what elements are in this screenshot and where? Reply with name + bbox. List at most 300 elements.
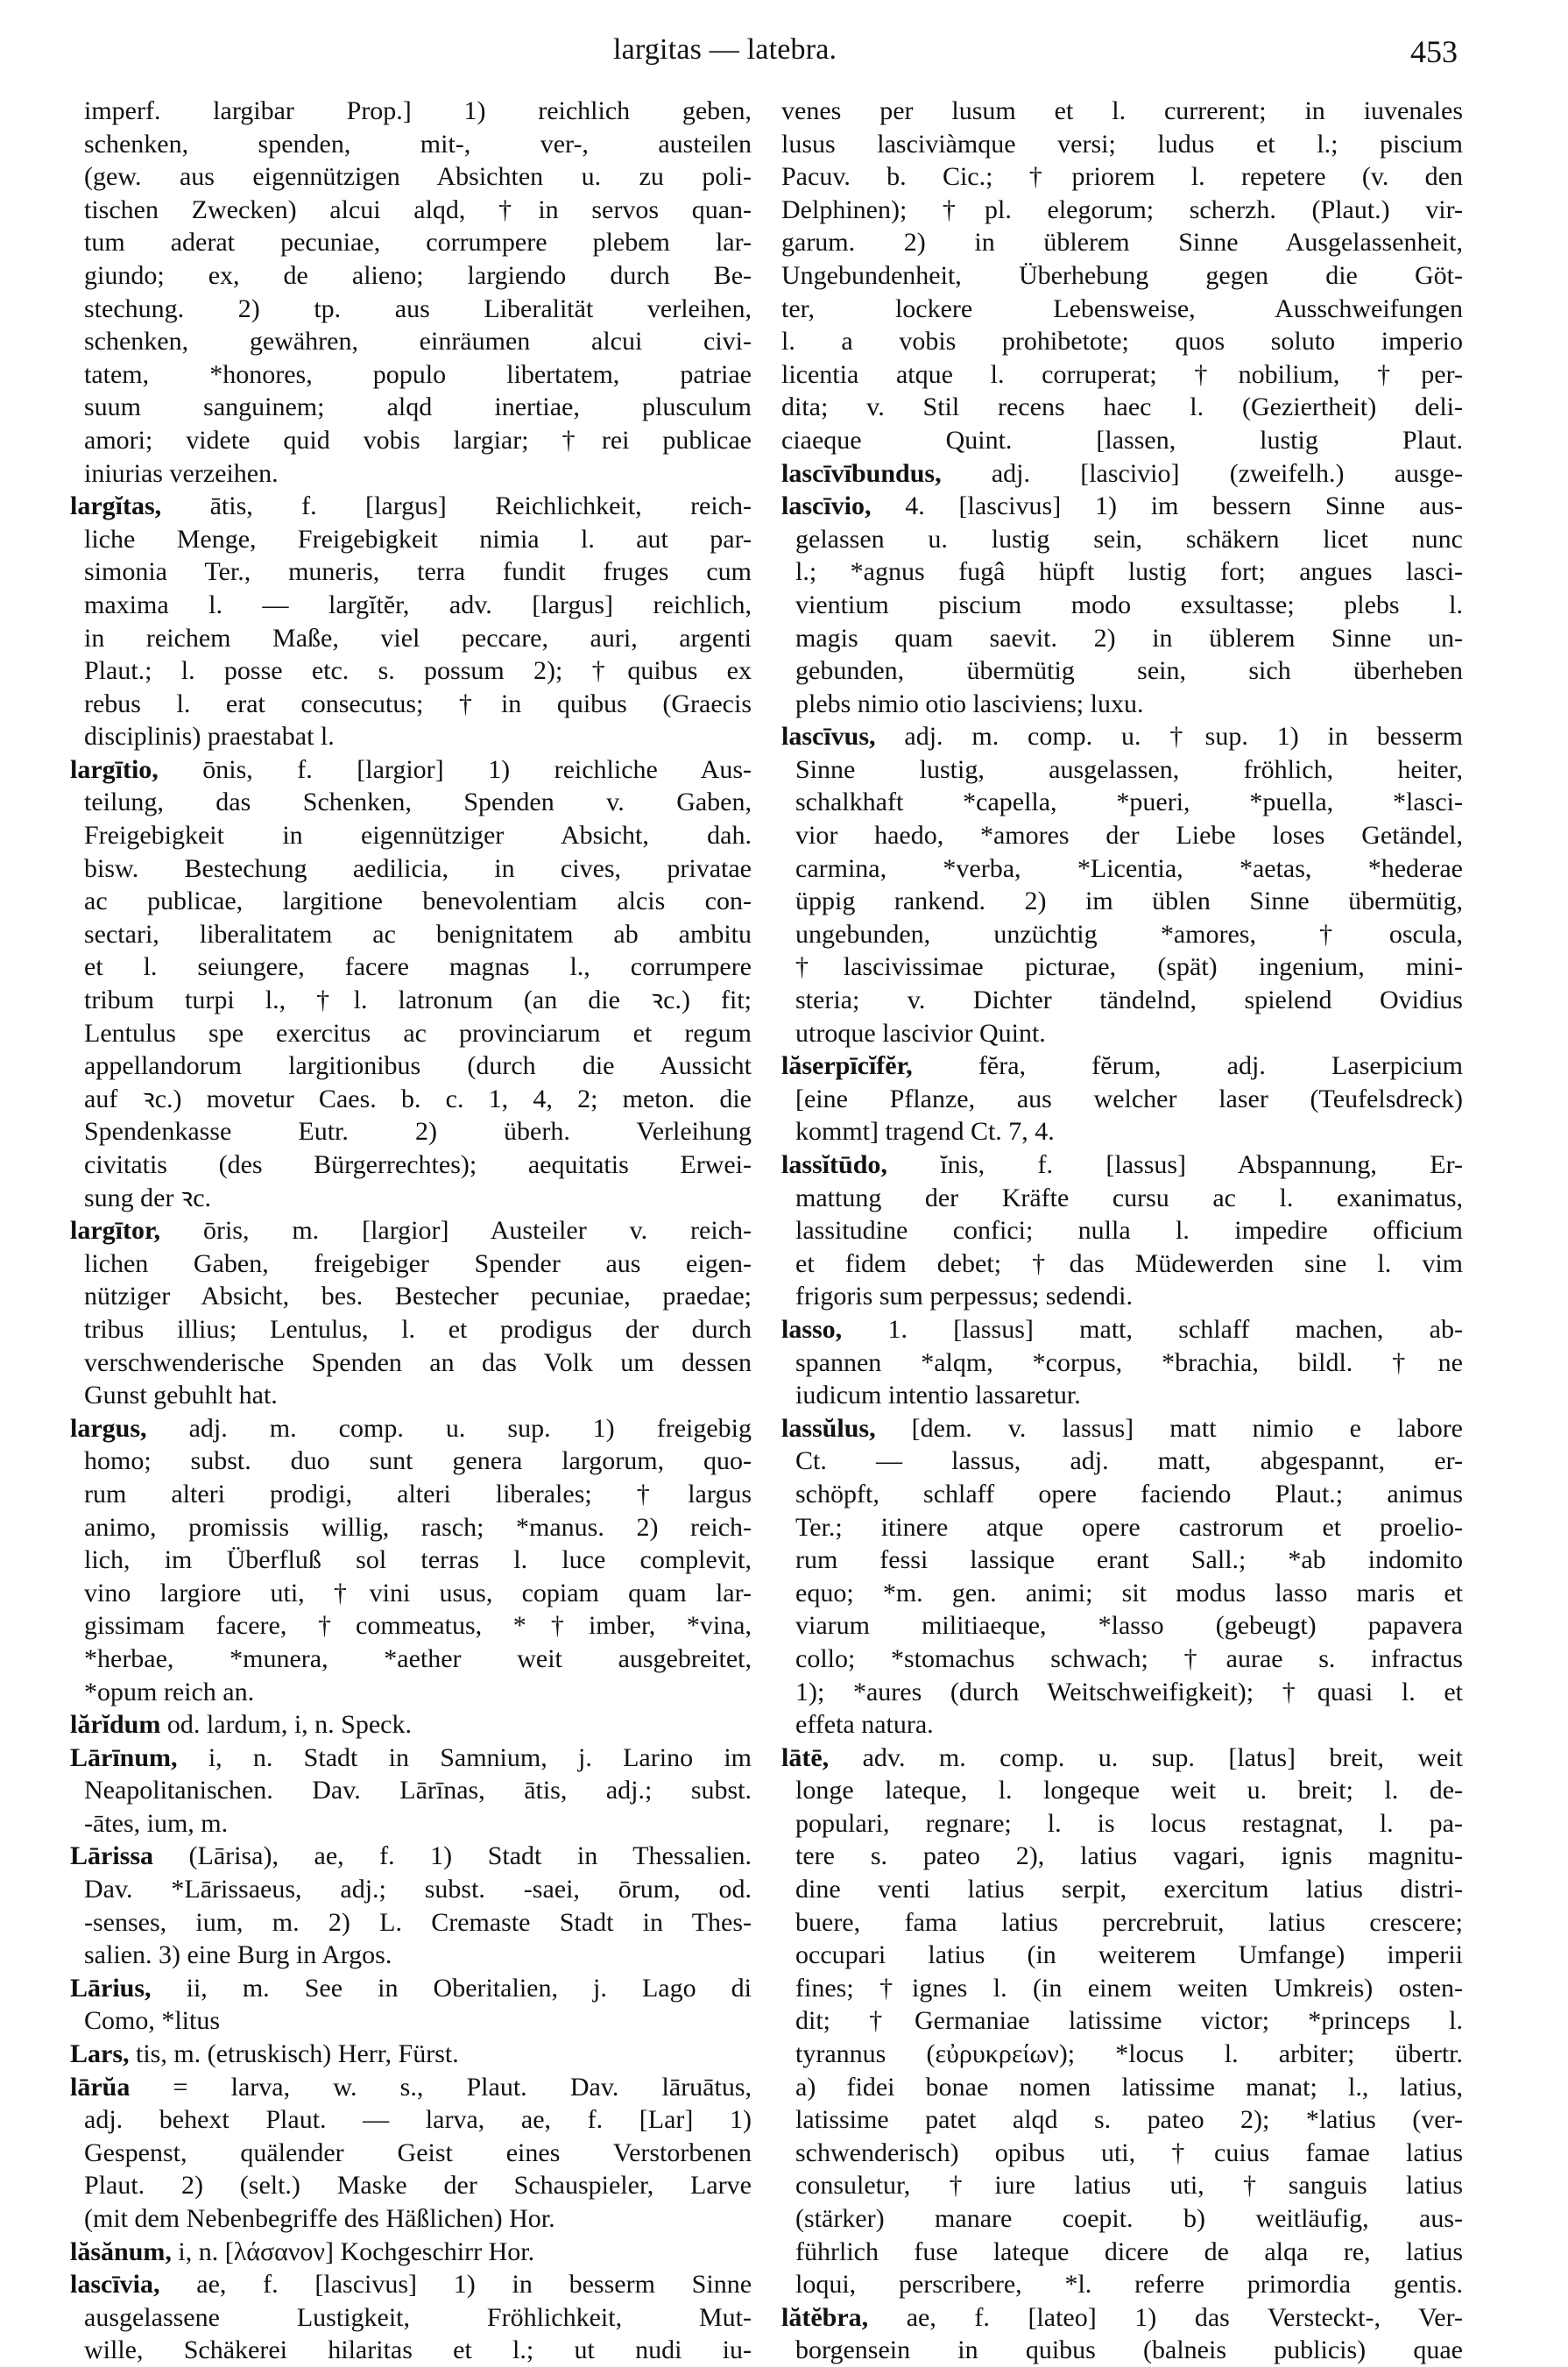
text-line xyxy=(70,1544,752,1577)
dictionary-entry-line xyxy=(70,490,752,523)
dictionary-entry-line xyxy=(70,2268,752,2301)
line-text: Ungebundenheit, Überhebung gegen die Göt- xyxy=(781,260,1463,290)
line-text: steria; v. Dichter tändelnd, spielend Ovidius xyxy=(795,986,1463,1015)
line-text: Ct. — lassus, adj. matt, abgespannt, er- xyxy=(795,1446,1463,1476)
line-text: †lascivissimae picturae, (spät) ingenium, mini- xyxy=(795,952,1463,982)
text-line xyxy=(70,589,752,622)
line-text: salien. 3) eine Burg in Argos. xyxy=(84,1940,392,1970)
line-text: effeta natura. xyxy=(795,1710,934,1740)
text-line xyxy=(781,2236,1463,2269)
text-line xyxy=(70,1676,752,1709)
line-text: tum aderat pecuniae, corrumpere plebem lar- xyxy=(84,228,752,258)
line-text: et l. seiungere, facere magnas l., corrumpere xyxy=(84,952,752,982)
text-line xyxy=(70,523,752,556)
text-line xyxy=(70,1049,752,1083)
text-line xyxy=(781,1214,1463,1247)
text-line xyxy=(781,1182,1463,1215)
line-text: Dav. *Lārissaeus, adj.; subst. -saei, ōrum, od. xyxy=(84,1875,752,1904)
line-text: 4. [lascivus] 1) im bessern Sinne aus- xyxy=(905,491,1463,521)
line-text: Delphinen); †pl. elegorum; scherzh. (Plaut.) vir- xyxy=(781,194,1463,224)
text-line xyxy=(781,391,1463,424)
dictionary-entry-line xyxy=(70,2038,752,2071)
line-text: i, n. Stadt in Samnium, j. Larino im xyxy=(208,1742,752,1772)
text-line xyxy=(781,1577,1463,1610)
line-text: stechung. 2) tp. aus Liberalität verleihen, xyxy=(84,293,752,323)
headword: lascīvus, xyxy=(781,722,876,752)
text-line xyxy=(70,555,752,589)
text-line xyxy=(70,1115,752,1148)
headword: lăserpīcĭfĕr, xyxy=(781,1051,913,1081)
line-text: schenken, spenden, mit-, ver-, austeilen xyxy=(84,129,752,159)
line-text: 1); *aures (durch Weitschweifigkeit); †quasi l. et xyxy=(795,1677,1463,1706)
line-text: ciaeque Quint. [lassen, lustig Plaut. xyxy=(781,425,1463,455)
line-text: lusus lasciviàmque versi; ludus et l.; piscium xyxy=(781,129,1463,159)
dictionary-entry-line xyxy=(781,1313,1463,1346)
line-text: *opum reich an. xyxy=(84,1677,255,1706)
text-line xyxy=(70,1906,752,1940)
dictionary-entry-line xyxy=(781,457,1463,491)
text-line xyxy=(70,1313,752,1346)
dictionary-entry-line xyxy=(781,1742,1463,1775)
line-text: occupari latius (in weiterem Umfange) imperii xyxy=(795,1940,1463,1970)
text-line xyxy=(781,1906,1463,1940)
line-text: dit; †Germaniae latissime victor; *princeps l. xyxy=(795,2006,1463,2036)
text-line xyxy=(70,786,752,819)
line-text: lich, im Überfluß sol terras l. luce complevit, xyxy=(84,1545,752,1575)
line-text: consuletur, †iure latius uti, †sanguis latius xyxy=(795,2171,1463,2201)
line-text: ausgelassene Lustigkeit, Fröhlichkeit, Mut- xyxy=(84,2302,752,2332)
text-line xyxy=(781,950,1463,984)
text-line xyxy=(781,2071,1463,2104)
line-text: iniurias verzeihen. xyxy=(84,458,279,488)
line-text: = larva, w. s., Plaut. Dav. lāruātus, xyxy=(173,2072,752,2102)
text-line xyxy=(781,852,1463,886)
line-text: Como, *litus xyxy=(84,2006,221,2036)
text-line xyxy=(781,1379,1463,1412)
text-line xyxy=(781,589,1463,622)
line-text: frigoris sum perpessus; sedendi. xyxy=(795,1282,1133,1311)
text-line xyxy=(70,1182,752,1215)
line-text: vientium piscium modo exsultasse; plebs l. xyxy=(795,590,1463,619)
text-line xyxy=(70,1774,752,1807)
text-line xyxy=(70,654,752,688)
line-text: Pacuv. b. Cic.; †priorem l. repetere (v. den xyxy=(781,162,1463,192)
text-line xyxy=(70,325,752,358)
line-text: equo; *m. gen. animi; sit modus lasso maris et xyxy=(795,1578,1463,1607)
line-text: adj. m. comp. u. sup. 1) freigebig xyxy=(188,1413,752,1443)
text-line xyxy=(70,720,752,753)
text-line xyxy=(70,358,752,392)
line-text: buere, fama latius percrebruit, latius crescere; xyxy=(795,1907,1463,1937)
line-text: Neapolitanischen. Dav. Lārīnas, ātis, adj.; subst. xyxy=(84,1776,752,1805)
line-text: animo, promissis willig, rasch; *manus. 2) reich- xyxy=(84,1512,752,1542)
text-line xyxy=(781,984,1463,1017)
text-line xyxy=(70,2202,752,2236)
running-title: largitas — latebra. xyxy=(613,33,837,66)
line-text: lassitudine confici; nulla l. impedire officium xyxy=(795,1216,1463,1246)
line-text: fines; †ignes l. (in einem weiten Umkreis) osten- xyxy=(795,1973,1463,2003)
text-line xyxy=(70,885,752,918)
text-line xyxy=(781,1609,1463,1643)
line-text: i, n. [λάσανον] Kochgeschirr Hor. xyxy=(178,2236,535,2266)
line-text: auf ꝛc.) movetur Caes. b. c. 1, 4, 2; meton. die xyxy=(84,1084,752,1113)
text-line xyxy=(70,1643,752,1676)
line-text: Sinne lustig, ausgelassen, fröhlich, heiter, xyxy=(795,754,1463,784)
line-text: (gew. aus eigennützigen Absichten u. zu poli- xyxy=(84,162,752,192)
text-line xyxy=(781,2103,1463,2137)
text-line xyxy=(781,1873,1463,1906)
dictionary-entry-line xyxy=(70,1708,752,1742)
line-text: rum alteri prodigi, alteri liberales; †largus xyxy=(84,1479,752,1509)
headword: Lars, xyxy=(70,2039,130,2069)
line-text: collo; *stomachus schwach; †aurae s. infractus xyxy=(795,1643,1463,1673)
line-text: magis quam saevit. 2) in üblerem Sinne un- xyxy=(795,623,1463,653)
text-line xyxy=(70,259,752,293)
line-text: licentia atque l. corruperat; †nobilium, †per- xyxy=(781,359,1463,389)
text-line xyxy=(70,2137,752,2170)
text-line xyxy=(70,160,752,194)
line-text: gissimam facere, †commeatus, *†imber, *vina, xyxy=(84,1611,752,1641)
line-text: gelassen u. lustig sein, schäkern licet nunc xyxy=(795,524,1463,554)
line-text: -senses, ium, m. 2) L. Cremaste Stadt in Thes- xyxy=(84,1907,752,1937)
line-text: venes per lusum et l. currerent; in iuvenales xyxy=(781,96,1463,125)
dictionary-entry-line xyxy=(781,1148,1463,1182)
headword: Lārissa xyxy=(70,1841,154,1871)
text-line xyxy=(781,654,1463,688)
text-line xyxy=(781,1115,1463,1148)
headword: lassŭlus, xyxy=(781,1413,876,1443)
text-line xyxy=(781,2137,1463,2170)
headword: largus, xyxy=(70,1413,147,1443)
running-header xyxy=(0,33,1568,77)
line-text: führlich fuse lateque dicere de alqa re, latius xyxy=(795,2236,1463,2266)
text-line xyxy=(781,1017,1463,1050)
text-line xyxy=(70,95,752,128)
text-line xyxy=(70,1873,752,1906)
line-text: Freigebigkeit in eigennütziger Absicht, dah. xyxy=(84,821,752,851)
line-text: ii, m. See in Oberitalien, j. Lago di xyxy=(186,1973,752,2003)
text-line xyxy=(70,1511,752,1544)
line-text: appellandorum largitionibus (durch die Aussicht xyxy=(84,1051,752,1081)
line-text: viarum militiaeque, *lasso (gebeugt) papavera xyxy=(795,1611,1463,1641)
headword: Lārius, xyxy=(70,1973,152,2003)
text-line xyxy=(781,2202,1463,2236)
text-line xyxy=(70,2004,752,2038)
line-text: ter, lockere Lebensweise, Ausschweifungen xyxy=(781,293,1463,323)
text-line xyxy=(781,1478,1463,1511)
text-line xyxy=(70,457,752,491)
line-text: verschwenderische Spenden an das Volk um dessen xyxy=(84,1347,752,1377)
text-line xyxy=(781,2268,1463,2301)
text-line xyxy=(781,1708,1463,1742)
line-text: ac publicae, largitione benevolentiam alcis con- xyxy=(84,887,752,916)
headword: lascīvio, xyxy=(781,491,872,521)
line-text: amori; videte quid vobis largiar; †rei publicae xyxy=(84,425,752,455)
text-line xyxy=(781,1280,1463,1313)
line-text: tribum turpi l., †l. latronum (an die ꝛc.) fit; xyxy=(84,986,752,1015)
text-line xyxy=(781,622,1463,655)
text-line xyxy=(781,325,1463,358)
line-text: in reichem Maße, viel peccare, auri, argenti xyxy=(84,623,752,653)
line-text: borgensein in quibus (balneis publicis) quae xyxy=(795,2335,1463,2365)
text-line xyxy=(70,2334,752,2367)
headword: Lārīnum, xyxy=(70,1742,178,1772)
text-line xyxy=(70,1445,752,1478)
dictionary-entry-line xyxy=(70,1412,752,1445)
line-text: gebunden, übermütig sein, sich überheben xyxy=(795,656,1463,686)
line-text: schwenderisch) opibus uti, †cuius famae latius xyxy=(795,2137,1463,2167)
dictionary-entry-line xyxy=(70,1742,752,1775)
line-text: adj. [lascivio] (zweifelh.) ausge- xyxy=(991,458,1463,488)
text-line xyxy=(70,1017,752,1050)
line-text: a) fidei bonae nomen latissime manat; l., latius, xyxy=(795,2072,1463,2102)
line-text: adj. m. comp. u. †sup. 1) in besserm xyxy=(904,722,1463,752)
text-line xyxy=(70,1609,752,1643)
headword: lascīvia, xyxy=(70,2270,160,2300)
text-line xyxy=(70,226,752,259)
line-text: Lentulus spe exercitus ac provinciarum et regum xyxy=(84,1018,752,1048)
headword: lasso, xyxy=(781,1314,843,1344)
line-text: Spendenkasse Eutr. 2) überh. Verleihung xyxy=(84,1117,752,1147)
line-text: -ātes, ium, m. xyxy=(84,1808,229,1838)
line-text: utroque lascivior Quint. xyxy=(795,1018,1046,1048)
line-text: civitatis (des Bürgerrechtes); aequitatis Erwei- xyxy=(84,1150,752,1179)
line-text: populari, regnare; l. is locus restagnat, l. pa- xyxy=(795,1808,1463,1838)
text-line xyxy=(70,1083,752,1116)
text-line xyxy=(781,1807,1463,1841)
text-line xyxy=(781,1445,1463,1478)
text-line xyxy=(781,1346,1463,1380)
text-line xyxy=(781,1972,1463,2005)
headword: lătĕbra, xyxy=(781,2302,869,2332)
text-line xyxy=(70,391,752,424)
dictionary-entry-line xyxy=(70,2071,752,2104)
text-line xyxy=(781,786,1463,819)
line-text: plebs nimio otio lasciviens; luxu. xyxy=(795,689,1144,718)
line-text: iudicum intentio lassaretur. xyxy=(795,1381,1081,1410)
line-text: kommt] tragend Ct. 7, 4. xyxy=(795,1117,1055,1147)
text-line xyxy=(781,885,1463,918)
right-column xyxy=(781,95,1463,2367)
headword: largĭtas, xyxy=(70,491,162,521)
text-line xyxy=(70,128,752,161)
line-text: ātis, f. [largus] Reichlichkeit, reich- xyxy=(209,491,752,521)
text-line xyxy=(781,1083,1463,1116)
dictionary-entry-line xyxy=(781,720,1463,753)
line-text: longe lateque, l. longeque weit u. breit; l. de- xyxy=(795,1776,1463,1805)
line-text: Plaut. 2) (selt.) Maske der Schauspieler, Larve xyxy=(84,2171,752,2201)
line-text: Ter.; itinere atque opere castrorum et proelio- xyxy=(795,1512,1463,1542)
line-text: garum. 2) in üblerem Sinne Ausgelassenheit, xyxy=(781,228,1463,258)
line-text: giundo; ex, de alieno; largiendo durch Be- xyxy=(84,260,752,290)
text-line xyxy=(781,523,1463,556)
text-line xyxy=(70,1148,752,1182)
line-text: latissime patet alqd s. pateo 2); *latius (ver- xyxy=(795,2105,1463,2135)
text-line xyxy=(781,688,1463,721)
line-text: l.; *agnus fugâ hüpft lustig fort; angues lasci- xyxy=(795,557,1463,587)
line-text: üppig rankend. 2) im üblen Sinne übermütig, xyxy=(795,887,1463,916)
headword: lăsănum, xyxy=(70,2236,172,2266)
line-text: 1. [lassus] matt, schlaff machen, ab- xyxy=(887,1314,1463,1344)
line-text: bisw. Bestechung aedilicia, in cives, privatae xyxy=(84,853,752,883)
line-text: l. a vobis prohibetote; quos soluto imperio xyxy=(781,327,1463,357)
line-text: tischen Zwecken) alcui alqd, †in servos quan- xyxy=(84,194,752,224)
text-line xyxy=(781,819,1463,852)
text-line xyxy=(70,2169,752,2202)
text-line xyxy=(781,2334,1463,2367)
text-line xyxy=(70,1280,752,1313)
text-line xyxy=(781,1774,1463,1807)
line-text: dine venti latius serpit, exercitum latius distri- xyxy=(795,1875,1463,1904)
line-text: maxima l. — largĭtĕr, adv. [largus] reichlich, xyxy=(84,590,752,619)
text-line xyxy=(781,2004,1463,2038)
text-line xyxy=(781,194,1463,227)
text-line xyxy=(70,622,752,655)
line-text: tere s. pateo 2), latius vagari, ignis magnitu- xyxy=(795,1841,1463,1871)
headword: lārŭa xyxy=(70,2072,131,2102)
line-text: imperf. largibar Prop.] 1) reichlich geben, xyxy=(84,96,752,125)
text-line xyxy=(70,1939,752,1972)
line-text: ōnis, f. [largior] 1) reichliche Aus- xyxy=(202,754,752,784)
headword: largītor, xyxy=(70,1216,161,1246)
line-text: Plaut.; l. posse etc. s. possum 2); †quibus ex xyxy=(84,656,752,686)
line-text: et fidem debet; †das Müdewerden sine l. vim xyxy=(795,1248,1463,1278)
line-text: vino largiore uti, †vini usus, copiam quam lar- xyxy=(84,1578,752,1607)
text-line xyxy=(70,194,752,227)
text-line xyxy=(781,128,1463,161)
line-text: *herbae, *munera, *aether weit ausgebreitet, xyxy=(84,1643,752,1673)
line-text: vior haedo, *amores der Liebe loses Getändel, xyxy=(795,821,1463,851)
text-line xyxy=(781,95,1463,128)
line-text: (stärker) manare coepit. b) weitläufig, aus- xyxy=(795,2204,1463,2233)
line-text: disciplinis) praestabat l. xyxy=(84,722,335,752)
line-text: rebus l. erat consecutus; †in quibus (Graecis xyxy=(84,689,752,718)
line-text: rum fessi lassique erant Sall.; *ab indomito xyxy=(795,1545,1463,1575)
text-line xyxy=(781,555,1463,589)
text-line xyxy=(781,918,1463,951)
page-number: 453 xyxy=(1410,34,1458,69)
line-text: spannen *alqm, *corpus, *brachia, bildl. †ne xyxy=(795,1347,1463,1377)
text-line xyxy=(781,1643,1463,1676)
line-text: sectari, liberalitatem ac benignitatem ab ambitu xyxy=(84,919,752,949)
text-line xyxy=(781,2169,1463,2202)
line-text: tis, m. (etruskisch) Herr, Fürst. xyxy=(136,2039,459,2069)
text-line xyxy=(70,424,752,457)
line-text: fĕra, fĕrum, adj. Laserpicium xyxy=(978,1051,1463,1081)
line-text: simonia Ter., muneris, terra fundit fruges cum xyxy=(84,557,752,587)
line-text: (mit dem Nebenbegriffe des Häßlichen) Hor. xyxy=(84,2204,555,2233)
text-line xyxy=(781,1544,1463,1577)
dictionary-entry-line xyxy=(70,1840,752,1873)
line-text: ae, f. [lascivus] 1) in besserm Sinne xyxy=(196,2270,752,2300)
line-text: Gunst gebuhlt hat. xyxy=(84,1381,278,1410)
left-column xyxy=(70,95,752,2367)
line-text: [dem. v. lassus] matt nimio e labore xyxy=(911,1413,1463,1443)
headword: lātē, xyxy=(781,1742,830,1772)
line-text: mattung der Kräfte cursu ac l. exanimatus, xyxy=(795,1183,1463,1212)
text-line xyxy=(781,293,1463,326)
text-line xyxy=(70,950,752,984)
line-text: (Lārisa), ae, f. 1) Stadt in Thessalien. xyxy=(188,1841,752,1871)
line-text: carmina, *verba, *Licentia, *aetas, *hederae xyxy=(795,853,1463,883)
line-text: ae, f. [lateo] 1) das Versteckt-, Ver- xyxy=(906,2302,1463,2332)
dictionary-entry-line xyxy=(70,1214,752,1247)
line-text: sung der ꝛc. xyxy=(84,1183,212,1212)
dictionary-entry-line xyxy=(70,1972,752,2005)
line-text: Gespenst, quälender Geist eines Verstorbenen xyxy=(84,2137,752,2167)
headword: largītio, xyxy=(70,754,159,784)
dictionary-entry-line xyxy=(70,753,752,787)
line-text: adj. behext Plaut. — larva, ae, f. [Lar] 1) xyxy=(84,2105,752,2135)
dictionary-entry-line xyxy=(70,2236,752,2269)
line-text: ungebunden, unzüchtig *amores, †oscula, xyxy=(795,919,1463,949)
text-line xyxy=(781,259,1463,293)
line-text: schenken, gewähren, einräumen alcui civi- xyxy=(84,327,752,357)
text-line xyxy=(70,1478,752,1511)
line-text: ōris, m. [largior] Austeiler v. reich- xyxy=(202,1216,752,1246)
line-text: tyrannus (εὐρυκρείων); *locus l. arbiter; übertr. xyxy=(795,2039,1463,2069)
text-line xyxy=(781,226,1463,259)
headword: lascīvībundus, xyxy=(781,458,942,488)
line-text: tatem, *honores, populo libertatem, patriae xyxy=(84,359,752,389)
text-line xyxy=(70,1247,752,1281)
line-text: lichen Gaben, freigebiger Spender aus eigen- xyxy=(84,1248,752,1278)
line-text: schalkhaft *capella, *pueri, *puella, *lasci- xyxy=(795,788,1463,817)
dictionary-entry-line xyxy=(781,490,1463,523)
line-text: dita; v. Stil recens haec l. (Geziertheit) deli- xyxy=(781,392,1463,422)
line-text: adv. m. comp. u. sup. [latus] breit, weit xyxy=(862,1742,1463,1772)
text-line xyxy=(781,358,1463,392)
text-line xyxy=(70,852,752,886)
text-line xyxy=(781,1247,1463,1281)
text-line xyxy=(70,819,752,852)
headword: lassĭtūdo, xyxy=(781,1150,887,1179)
dictionary-entry-line xyxy=(781,2301,1463,2335)
text-line xyxy=(781,160,1463,194)
text-line xyxy=(70,1577,752,1610)
line-text: teilung, das Schenken, Spenden v. Gaben, xyxy=(84,788,752,817)
line-text: wille, Schäkerei hilaritas et l.; ut nudi iu- xyxy=(84,2335,752,2365)
line-text: homo; subst. duo sunt genera largorum, quo- xyxy=(84,1446,752,1476)
line-text: loqui, perscribere, *l. referre primordia gentis. xyxy=(795,2270,1463,2300)
line-text: ĭnis, f. [lassus] Abspannung, Er- xyxy=(940,1150,1463,1179)
headword: lărĭdum xyxy=(70,1710,161,1740)
text-line xyxy=(70,293,752,326)
dictionary-entry-line xyxy=(781,1412,1463,1445)
text-line xyxy=(781,424,1463,457)
text-line xyxy=(70,2103,752,2137)
text-line xyxy=(70,1379,752,1412)
line-text: tribus illius; Lentulus, l. et prodigus der durch xyxy=(84,1314,752,1344)
text-line xyxy=(781,1511,1463,1544)
text-line xyxy=(781,753,1463,787)
text-line xyxy=(70,1346,752,1380)
text-line xyxy=(781,2038,1463,2071)
text-line xyxy=(70,688,752,721)
text-line xyxy=(781,1939,1463,1972)
line-text: schöpft, schlaff opere faciendo Plaut.; animus xyxy=(795,1479,1463,1509)
line-text: suum sanguinem; alqd inertiae, plusculum xyxy=(84,392,752,422)
line-text: od. lardum, i, n. Speck. xyxy=(166,1710,412,1740)
text-line xyxy=(70,1807,752,1841)
text-line xyxy=(781,1676,1463,1709)
text-line xyxy=(781,1840,1463,1873)
line-text: [eine Pflanze, aus welcher laser (Teufelsdreck) xyxy=(795,1084,1463,1113)
dictionary-entry-line xyxy=(781,1049,1463,1083)
text-line xyxy=(70,918,752,951)
line-text: liche Menge, Freigebigkeit nimia l. aut par- xyxy=(84,524,752,554)
line-text: nütziger Absicht, bes. Bestecher pecuniae, praedae; xyxy=(84,1282,752,1311)
